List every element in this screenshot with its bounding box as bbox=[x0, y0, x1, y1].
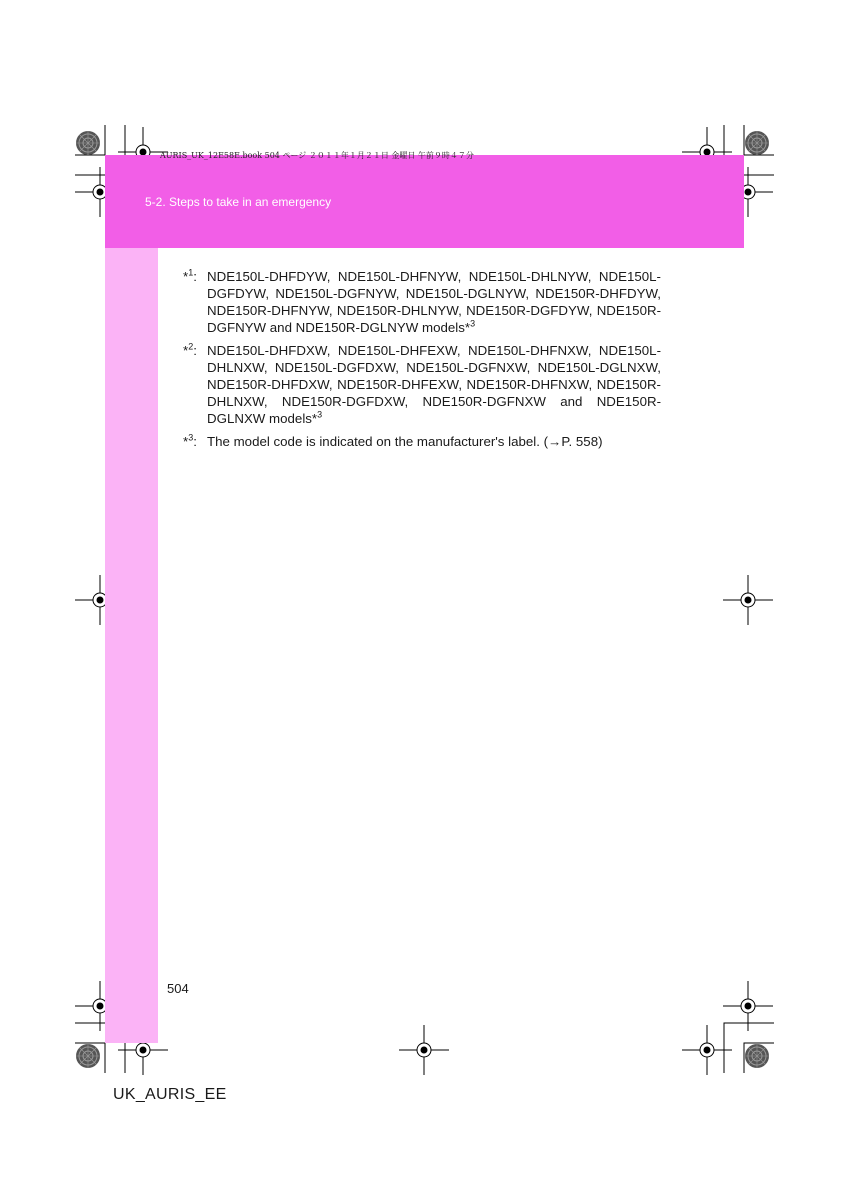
footnote-2 bbox=[183, 342, 661, 427]
footnote-3 bbox=[183, 433, 661, 450]
footnote-marker: *$^3$: bbox=[183, 432, 197, 449]
footnote-text: NDE150L-DHFDXW, NDE150L-DHFEXW, NDE150L-DHFNXW, NDE150L-DHLNXW, NDE150L-DGFDXW, NDE150L-DGFNXW, NDE150L-DGLNXW, NDE150R-DHFDXW, NDE150R-DHFEXW, NDE150R-DHFNXW, NDE150R-DHLNXW, NDE150R-DGFDXW, NDE150R-DGFNXW and NDE150R-DGLNXW models*$^3$ bbox=[207, 343, 661, 426]
footnote-text: The model code is indicated on the manufacturer's label. (→P. 558) bbox=[207, 434, 603, 449]
footnote-1 bbox=[183, 268, 661, 336]
print-slug: AURIS_UK_12E58E.book 504 ページ ２０１１年１月２１日 金曜日 午前９時４７分 bbox=[160, 151, 474, 160]
footnote-text: NDE150L-DHFDYW, NDE150L-DHFNYW, NDE150L-DHLNYW, NDE150L-DGFDYW, NDE150L-DGFNYW, NDE150L-DGLNYW, NDE150R-DHFDYW, NDE150R-DHFNYW, NDE150R-DHLNYW, NDE150R-DGFDYW, NDE150R-DGFNYW and NDE150R-DGLNYW models*$^3$ bbox=[207, 269, 661, 335]
footer-code: UK_AURIS_EE bbox=[113, 1086, 227, 1103]
footnote-marker: *$^2$: bbox=[183, 341, 197, 358]
footnotes bbox=[183, 268, 661, 456]
footnote-marker: *$^1$: bbox=[183, 267, 197, 284]
section-title: 5-2. Steps to take in an emergency bbox=[145, 195, 332, 209]
side-band bbox=[105, 248, 158, 1043]
page-number: 504 bbox=[167, 981, 189, 996]
